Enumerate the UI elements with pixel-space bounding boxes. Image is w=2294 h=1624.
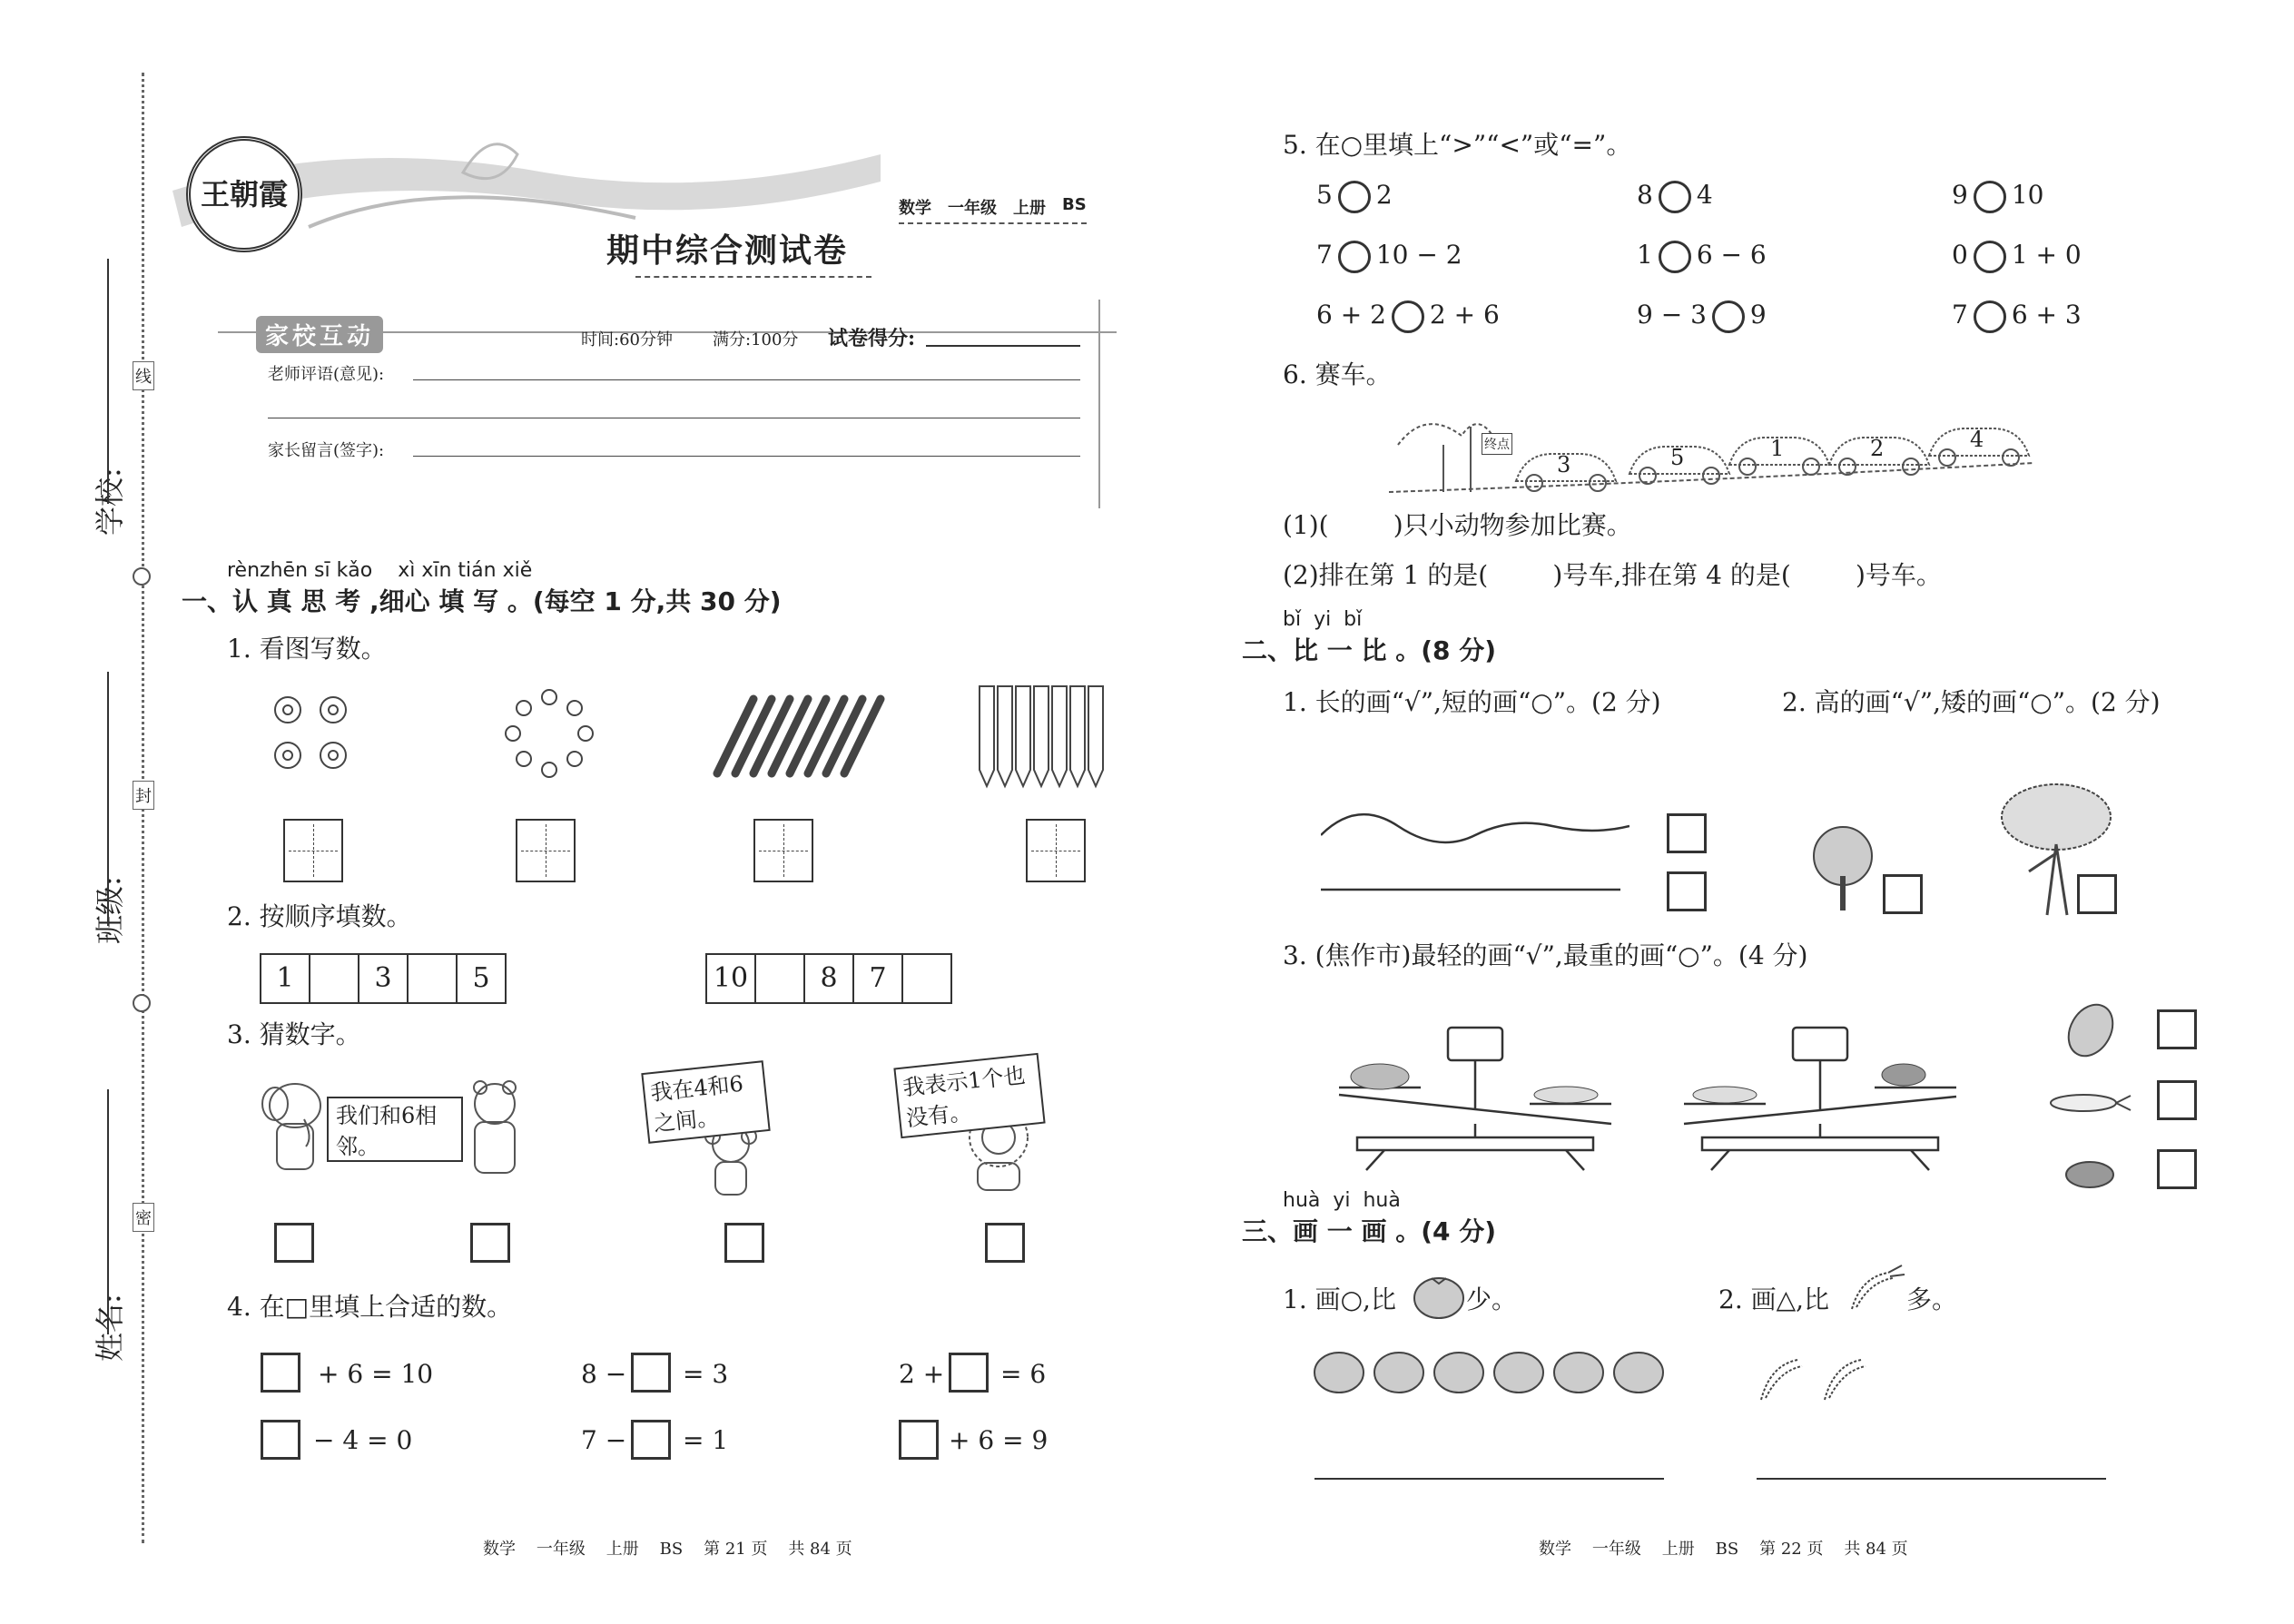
compare-item: 9 10 [1952, 180, 2043, 213]
compare-circle[interactable] [1974, 300, 2006, 333]
cabbage-answer-box[interactable] [2157, 1009, 2197, 1049]
school-line [107, 259, 109, 504]
q6-sub1: (1)( )只小动物参加比赛。 [1283, 510, 1632, 540]
compare-circle[interactable] [1974, 241, 2006, 273]
q5-title: 5. 在○里填上“>”“<”或“=”。 [1283, 130, 1632, 160]
q6-title: 6. 赛车。 [1283, 359, 1392, 389]
balance-scale-1 [1321, 1024, 1629, 1174]
class-label: 班级: [93, 876, 127, 944]
eq4-text: − 4 = 0 [313, 1425, 413, 1455]
teacher-comment-label: 老师评语(意见): [268, 365, 385, 384]
wavy-and-straight-lines [1321, 799, 1629, 899]
car-number: 2 [1870, 436, 1885, 461]
header-frame-right [1098, 300, 1100, 508]
q3-answer-box-4[interactable] [985, 1223, 1025, 1263]
eq3-box[interactable] [949, 1353, 989, 1393]
binding-hole-1 [133, 567, 151, 586]
compare-item: 5 2 [1316, 180, 1393, 213]
pencils-picture [976, 683, 1121, 792]
home-school-badge: 家校互动 [256, 316, 383, 353]
compare-item: 1 6 − 6 [1637, 240, 1767, 273]
binding-mark-secret: 密 [133, 1203, 154, 1232]
sign-between [641, 1060, 770, 1144]
section3-title: 三、画 一 画 。(4 分) [1242, 1216, 1497, 1246]
s2-q1-title: 1. 长的画“√”,短的画“○”。(2 分) [1283, 687, 1661, 717]
score-input-line[interactable] [926, 345, 1080, 347]
eq4-box[interactable] [261, 1420, 300, 1460]
name-line [107, 1089, 109, 1334]
tall-tree-answer-box[interactable] [2077, 874, 2117, 914]
section2-title: 二、比 一 比 。(8 分) [1242, 635, 1497, 665]
section1-title: 一、认 真 思 考 ,细心 填 写 。(每空 1 分,共 30 分) [182, 586, 782, 616]
sign-none [893, 1053, 1045, 1138]
logo-text: 王朝霞 [200, 177, 288, 212]
score-label: 试卷得分: [828, 327, 916, 350]
car-number: 5 [1670, 445, 1685, 470]
answer-grid-pencils[interactable] [1026, 819, 1086, 882]
answer-grid-beads[interactable] [516, 819, 576, 882]
balance-scale-2 [1666, 1024, 1974, 1174]
publisher-logo [186, 136, 302, 252]
tomato-row [1312, 1343, 1675, 1398]
eq2-box[interactable] [631, 1353, 671, 1393]
q3-answer-box-3[interactable] [724, 1223, 764, 1263]
edition-tags [899, 195, 1087, 224]
eq5-right: = 1 [683, 1425, 729, 1455]
car-number: 3 [1557, 452, 1571, 477]
edition-tag: BS [1062, 195, 1087, 214]
section3-pinyin: huà yi huà [1283, 1189, 1401, 1212]
exam-title: 期中综合测试卷 [606, 231, 849, 270]
compare-item: 0 1 + 0 [1952, 240, 2082, 273]
compare-circle[interactable] [1659, 241, 1691, 273]
compare-circle[interactable] [1338, 241, 1371, 273]
sticks-picture [708, 692, 890, 778]
sequence-row-1 [260, 953, 507, 1004]
flowers-picture [268, 690, 359, 781]
draw-circles-answer-line[interactable] [1314, 1478, 1664, 1480]
exam-time: 时间:60分钟 [581, 330, 673, 349]
sign-neighbors-text: 我们和6相邻。 [336, 1103, 438, 1159]
q3-answer-box-1[interactable] [274, 1223, 314, 1263]
footer-right: 数学 一年级 上册 BS 第 22 页 共 84 页 [1539, 1540, 1908, 1559]
q4-title: 4. 在□里填上合适的数。 [227, 1292, 513, 1322]
parent-comment-line[interactable] [413, 456, 1080, 457]
grade-tag: 一年级 [948, 199, 997, 218]
eq1-box[interactable] [261, 1353, 300, 1393]
radish-answer-box[interactable] [2157, 1080, 2197, 1120]
q2-title: 2. 按顺序填数。 [227, 901, 412, 931]
car-number: 4 [1970, 427, 1984, 452]
eq6-text: + 6 = 9 [949, 1425, 1049, 1455]
compare-item: 7 10 − 2 [1316, 240, 1462, 273]
eggplant-item [2061, 1153, 2124, 1194]
compare-item: 8 4 [1637, 180, 1713, 213]
sign-neighbors [327, 1097, 463, 1162]
compare-circle[interactable] [1712, 300, 1745, 333]
eq1-text: + 6 = 10 [318, 1359, 434, 1389]
compare-item: 9 − 3 9 [1637, 300, 1767, 333]
q6-sub2: (2)排在第 1 的是( )号车,排在第 4 的是( )号车。 [1283, 560, 1942, 590]
q1-title: 1. 看图写数。 [227, 634, 387, 664]
seq1-cell: 3 [359, 955, 409, 1002]
s3-q1-text-b: 少。 [1466, 1284, 1518, 1314]
school-label: 学校: [93, 468, 127, 536]
sign-between-text: 我在4和6之间。 [649, 1070, 745, 1137]
q3-title: 3. 猜数字。 [227, 1019, 361, 1049]
draw-triangles-answer-line[interactable] [1757, 1478, 2106, 1480]
s3-q2-text-b: 多。 [1906, 1284, 1958, 1314]
footer-left: 数学 一年级 上册 BS 第 21 页 共 84 页 [483, 1540, 852, 1559]
binding-mark-line: 线 [133, 361, 154, 390]
compare-circle[interactable] [1659, 181, 1691, 213]
seq1-cell: 5 [472, 962, 490, 994]
seq1-cell[interactable] [310, 955, 359, 1002]
full-score: 满分:100分 [713, 330, 799, 349]
eq6-box[interactable] [899, 1420, 939, 1460]
seq2-cell[interactable] [903, 955, 950, 1002]
eq3-right: = 6 [1000, 1359, 1047, 1389]
binding-mark-seal: 封 [133, 781, 154, 810]
compare-item: 7 6 + 3 [1952, 300, 2082, 333]
compare-circle[interactable] [1392, 300, 1424, 333]
subject-tag: 数学 [899, 199, 931, 218]
s3-q2-text-a: 2. 画△,比 [1718, 1284, 1830, 1314]
short-tree-answer-box[interactable] [1883, 874, 1923, 914]
class-line [107, 672, 109, 926]
seq2-cell: 8 [805, 955, 854, 1002]
s2-q3-title: 3. (焦作市)最轻的画“√”,最重的画“○”。(4 分) [1283, 940, 1808, 970]
eq5-left: 7 − [581, 1425, 627, 1455]
tomato-icon [1412, 1271, 1466, 1321]
sequence-row-2 [705, 953, 952, 1004]
shrimp-pair [1752, 1343, 1879, 1407]
sign-none-text: 我表示1个也没有。 [901, 1062, 1027, 1132]
parent-comment-label: 家长留言(签字): [268, 441, 385, 460]
teacher-comment-line-1[interactable] [413, 379, 1080, 380]
beads-ring-picture [504, 688, 595, 779]
cabbage-item [2059, 999, 2122, 1062]
term-tag: 上册 [1013, 199, 1046, 218]
name-label: 姓名: [93, 1294, 127, 1362]
s3-q1-text-a: 1. 画○,比 [1283, 1284, 1396, 1314]
seq1-cell: 1 [261, 955, 310, 1002]
eq3-left: 2 + [899, 1359, 945, 1389]
q3-answer-box-2[interactable] [470, 1223, 510, 1263]
section1-pinyin: rènzhēn sī kǎo xì xīn tián xiě [227, 559, 533, 582]
s2-q2-title: 2. 高的画“√”,矮的画“○”。(2 分) [1782, 687, 2161, 717]
shrimp-icon [1843, 1264, 1906, 1318]
title-dash-decoration [635, 276, 871, 278]
car-number: 1 [1770, 436, 1785, 461]
eq2-right: = 3 [683, 1359, 729, 1389]
seq2-cell[interactable] [756, 955, 805, 1002]
eggplant-answer-box[interactable] [2157, 1149, 2197, 1189]
seq2-cell: 10 [707, 955, 756, 1002]
short-tree [1807, 822, 1879, 912]
section2-pinyin: bǐ yi bǐ [1283, 608, 1363, 631]
compare-circle[interactable] [1974, 181, 2006, 213]
compare-item: 6 + 2 2 + 6 [1316, 300, 1500, 333]
eq2-left: 8 − [581, 1359, 627, 1389]
straight-line-answer-box[interactable] [1667, 871, 1707, 911]
radish-item [2047, 1085, 2133, 1121]
binding-hole-2 [133, 994, 151, 1012]
finish-flag: 终点 [1482, 433, 1512, 455]
compare-circle[interactable] [1338, 181, 1371, 213]
eq5-box[interactable] [631, 1420, 671, 1460]
seq1-cell[interactable] [409, 955, 458, 1002]
answer-grid-sticks[interactable] [753, 819, 813, 882]
answer-grid-flowers[interactable] [283, 819, 343, 882]
wavy-line-answer-box[interactable] [1667, 813, 1707, 853]
seq2-cell: 7 [854, 955, 903, 1002]
